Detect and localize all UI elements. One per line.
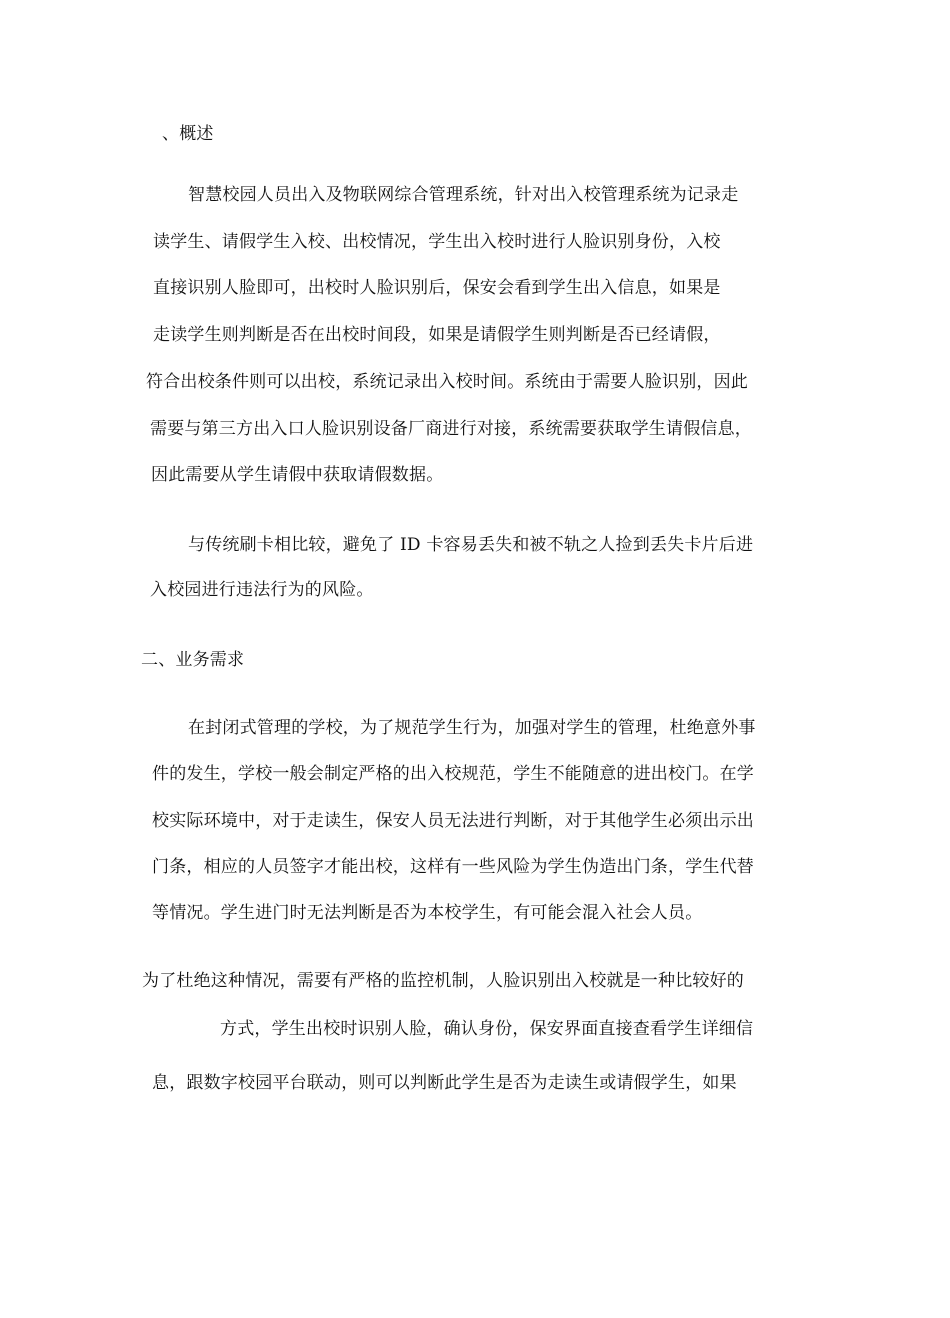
- paragraph-line: 因此需要从学生请假中获取请假数据。: [151, 465, 444, 485]
- paragraph-line: 走读学生则判断是否在出校时间段，如果是请假学生则判断是否已经请假，: [153, 325, 721, 345]
- paragraph-line: 息，跟数字校园平台联动，则可以判断此学生是否为走读生或请假学生，如果: [152, 1073, 737, 1093]
- paragraph-line: 入校园进行违法行为的风险。: [150, 580, 374, 600]
- paragraph-line: 门条，相应的人员签字才能出校，这样有一些风险为学生伪造出门条，学生代替: [152, 857, 754, 877]
- paragraph-line: 读学生、请假学生入校、出校情况，学生出入校时进行人脸识别身份，入校: [153, 232, 721, 252]
- paragraph-line: 智慧校园人员出入及物联网综合管理系统，针对出入校管理系统为记录走: [188, 185, 739, 205]
- paragraph-line: 与传统刷卡相比较，避免了 ID 卡容易丢失和被不轨之人捡到丢失卡片后进: [188, 535, 754, 555]
- paragraph-line: 直接识别人脸即可，出校时人脸识别后，保安会看到学生出入信息，如果是: [153, 278, 721, 298]
- paragraph-line: 方式，学生出校时识别人脸，确认身份，保安界面直接查看学生详细信: [220, 1019, 754, 1039]
- section-heading-requirements: 二、业务需求: [141, 650, 245, 670]
- paragraph-line: 符合出校条件则可以出校，系统记录出入校时间。系统由于需要人脸识别，因此: [146, 372, 748, 392]
- section-heading-overview: 、概述: [162, 124, 214, 144]
- paragraph-line: 在封闭式管理的学校，为了规范学生行为，加强对学生的管理，杜绝意外事: [188, 718, 756, 738]
- paragraph-line: 为了杜绝这种情况，需要有严格的监控机制，人脸识别出入校就是一种比较好的: [142, 971, 744, 991]
- paragraph-line: 需要与第三方出入口人脸识别设备厂商进行对接，系统需要获取学生请假信息，: [150, 419, 752, 439]
- paragraph-line: 校实际环境中，对于走读生，保安人员无法进行判断，对于其他学生必须出示出: [152, 811, 754, 831]
- paragraph-line: 等情况。学生进门时无法判断是否为本校学生，有可能会混入社会人员。: [152, 903, 703, 923]
- paragraph-line: 件的发生，学校一般会制定严格的出入校规范，学生不能随意的进出校门。在学: [152, 764, 754, 784]
